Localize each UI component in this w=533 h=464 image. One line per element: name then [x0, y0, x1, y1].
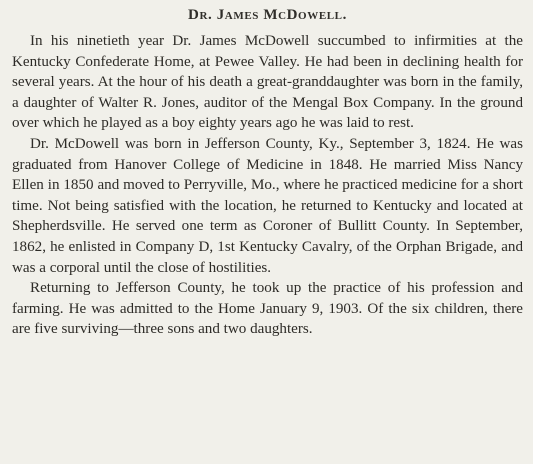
paragraph-3: Returning to Jefferson County, he took up the practice of his profession and farming. He was admitted to the Home January 9, 1903. Of the six children, there are five surviving—three sons and two daughters. — [12, 280, 523, 338]
article-title: Dr. James McDowell. — [188, 7, 347, 23]
paragraph-1: In his ninetieth year Dr. James McDowell succumbed to infirmities at the Kentucky Confederate Home, at Pewee Valley. He had been in declining health for several years. At the hour of his death a great-granddaughter was born in the family, a daughter of Walter R. Jones, auditor of the Mengal Box Company. In the ground over which he played as a boy eighty years ago he was laid to rest. — [12, 33, 523, 132]
paragraph-2: Dr. McDowell was born in Jefferson County, Ky., September 3, 1824. He was graduated from Hanover College of Medicine in 1848. He married Miss Nancy Ellen in 1850 and moved to Perryville, Mo., where he practiced medicine for a short time. Not being satisfied with the location, he returned to Kentucky and located at Shepherdsville. He served one term as Coroner of Bullitt County. In September, 1862, he enlisted in Company D, 1st Kentucky Cavalry, of the Orphan Brigade, and was a corporal until the close of hostilities. — [12, 135, 523, 276]
